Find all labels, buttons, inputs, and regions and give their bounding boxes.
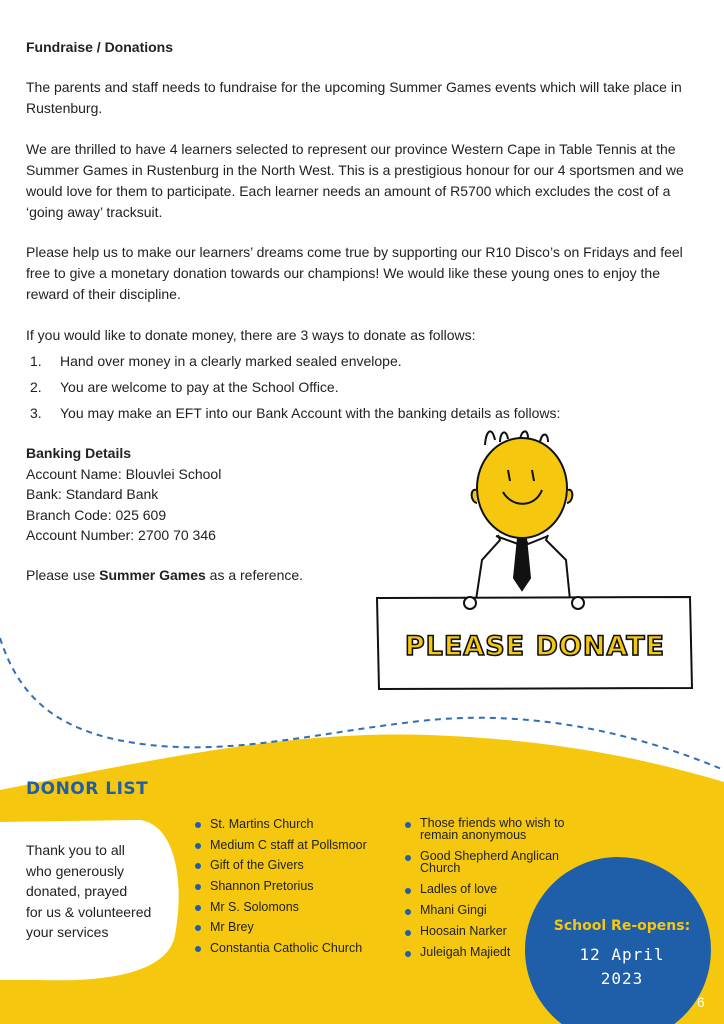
thanks-line: for us & volunteered: [26, 903, 152, 920]
account-name: Account Name: Blouvlei School: [26, 465, 222, 482]
banking-title: Banking Details: [26, 445, 132, 461]
list-item: [26, 348, 560, 374]
account-number: Account Number: 2700 70 346: [26, 527, 216, 543]
banking-details: [26, 443, 221, 546]
donor-line: remain anonymous: [420, 828, 527, 842]
thanks-text: [26, 840, 176, 943]
branch-code: Branch Code: 025 609: [26, 506, 167, 523]
donor-line: Church: [420, 861, 461, 875]
paragraph-2: We are thrilled to have 4 learners selected to represent our province Western Cape in Table Tennis at the Summer Games in Rustenburg in the North West. This is a prestigious honour for our 4 sportsmen and we would love for them to participate. Each learner needs an amount of R5700 which excludes the cost of a ‘going away’ tracksuit.: [26, 141, 684, 220]
thanks-line: who generously: [26, 862, 125, 879]
sign-text: PLEASE DONATE: [404, 631, 666, 662]
reference-bold: Summer Games: [99, 567, 206, 583]
step-number: 1.: [30, 353, 42, 369]
donor-line: Good Shepherd Anglican: [420, 849, 559, 863]
bank-name: Bank: Standard Bank: [26, 486, 159, 502]
step-number: 3.: [30, 405, 42, 421]
reference-suffix: as a reference.: [205, 567, 304, 583]
reopen-date: [532, 943, 712, 991]
list-item: [26, 400, 560, 426]
list-item: Gift of the Givers: [194, 858, 394, 879]
reference-prefix: Please use: [26, 567, 100, 583]
list-item: Mr S. Solomons: [194, 900, 394, 921]
list-item: Mr Brey: [194, 920, 394, 941]
reopen-title: School Re-opens:: [553, 918, 691, 934]
list-item: [404, 850, 594, 874]
list-item: [404, 883, 594, 895]
list-item: Constantia Catholic Church: [194, 941, 394, 962]
donor-line: Mhani Gingi: [420, 903, 487, 917]
step-text: You are welcome to pay at the School Office.: [60, 379, 339, 395]
thanks-line: donated, prayed: [26, 883, 128, 899]
thanks-line: Thank you to all: [26, 842, 125, 858]
section-heading: Fundraise / Donations: [26, 39, 174, 55]
step-text: You may make an EFT into our Bank Account with the banking details as follows:: [60, 405, 561, 421]
donor-line: Juleigah Majiedt: [420, 945, 511, 959]
list-item: Medium C staff at Pollsmoor: [194, 838, 394, 859]
donor-list-column-1: [194, 817, 394, 962]
paragraph-3: Please help us to make our learners’ dreams come true by supporting our R10 Disco’s on Fridays and feel free to give a monetary donation towards our champions! We would like these young ones to enjoy the reward of their discipline.: [26, 244, 683, 302]
list-item: [404, 817, 594, 841]
donate-intro: If you would like to donate money, there are 3 ways to donate as follows:: [26, 327, 476, 343]
list-item: [26, 374, 560, 400]
reopen-date-line: 12 April: [579, 945, 665, 964]
reference-note: [26, 567, 303, 583]
reopen-year-line: 2023: [600, 969, 644, 988]
list-item: St. Martins Church: [194, 817, 394, 838]
step-text: Hand over money in a clearly marked sealed envelope.: [60, 353, 402, 369]
thanks-line: your services: [26, 924, 109, 940]
donation-steps: [26, 348, 560, 426]
step-number: 2.: [30, 379, 42, 395]
list-item: Shannon Pretorius: [194, 879, 394, 900]
donor-list-title: DONOR LIST: [26, 779, 149, 799]
list-item: [404, 904, 594, 916]
paragraph-1: The parents and staff needs to fundraise for the upcoming Summer Games events which will take place in Rustenburg.: [26, 79, 682, 116]
page-number: 6: [697, 994, 705, 1010]
donor-line: Ladles of love: [420, 882, 498, 896]
donor-line: Those friends who wish to: [420, 816, 565, 830]
cartoon-figure: [472, 431, 573, 600]
donor-line: Hoosain Narker: [420, 924, 507, 938]
